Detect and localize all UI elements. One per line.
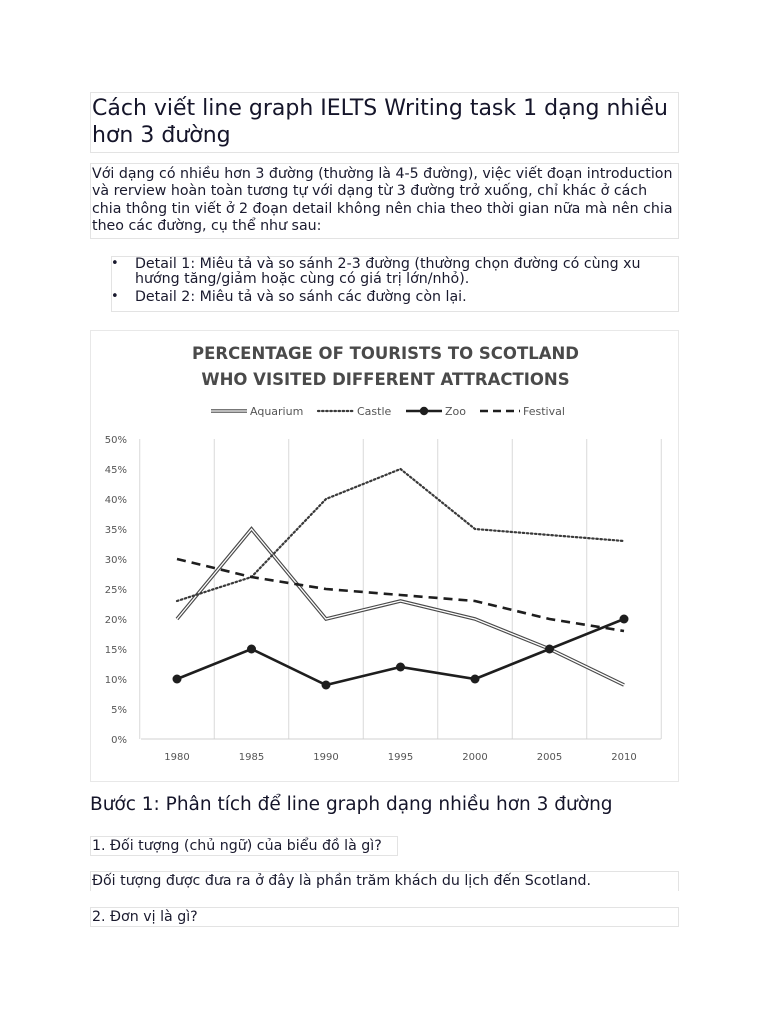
series-zoo-point xyxy=(471,675,480,684)
series-zoo-point xyxy=(173,675,182,684)
x-tick-label: 2000 xyxy=(462,752,488,763)
chart-title-line-1: PERCENTAGE OF TOURISTS TO SCOTLAND xyxy=(192,344,579,363)
page-title: Cách viết line graph IELTS Writing task 1 dạng nhiều hơn 3 đường xyxy=(92,96,668,148)
bullet-list xyxy=(112,257,678,305)
series-castle-line xyxy=(177,469,624,601)
x-tick-label: 2010 xyxy=(611,752,637,763)
list-item xyxy=(112,257,678,286)
x-tick-label: 1985 xyxy=(238,752,265,763)
y-tick-label: 15% xyxy=(104,645,127,656)
bullet-icon: • xyxy=(111,289,119,304)
line-chart xyxy=(91,331,680,783)
y-axis-ticks xyxy=(105,435,127,746)
intro-paragraph: Với dạng có nhiều hơn 3 đường (thường là 4-5 đường), việc viết đoạn introduction và rerview hoàn toàn tương tự với dạng từ 3 đường trở xuống, chỉ khác ở cách chia thông tin viết ở 2 đoạn detail không nên chia theo thời gian nữa mà nên chia theo các đường, cụ thể như sau: xyxy=(92,166,673,235)
chart-image xyxy=(90,330,679,782)
y-tick-label: 30% xyxy=(104,555,127,566)
x-tick-label: 1990 xyxy=(313,752,339,763)
series-festival-line xyxy=(177,559,624,631)
list-item xyxy=(112,290,678,305)
y-tick-label: 50% xyxy=(104,435,127,446)
x-axis-ticks xyxy=(164,752,636,763)
list-item-text: Detail 1: Miêu tả và so sánh 2-3 đường (thường chọn đường có cùng xu hướng tăng/giảm hoặc cùng có giá trị lớn/nhỏ). xyxy=(135,256,641,287)
x-tick-label: 2005 xyxy=(536,752,563,763)
legend-festival-label: Festival xyxy=(523,405,565,418)
y-tick-label: 0% xyxy=(111,735,127,746)
y-tick-label: 10% xyxy=(104,675,127,686)
question-1: 1. Đối tượng (chủ ngữ) của biểu đồ là gì? xyxy=(90,836,398,856)
y-tick-label: 40% xyxy=(104,495,127,506)
chart-legend xyxy=(211,405,565,418)
title-box xyxy=(90,92,679,153)
series-zoo-point xyxy=(247,645,256,654)
y-tick-label: 5% xyxy=(111,705,127,716)
series-zoo-point xyxy=(396,663,405,672)
answer-1: Đối tượng được đưa ra ở đây là phần trăm khách du lịch đến Scotland. xyxy=(90,871,679,891)
chart-series xyxy=(173,469,629,690)
y-tick-label: 45% xyxy=(104,465,127,476)
legend-castle-label: Castle xyxy=(357,405,392,418)
y-tick-label: 25% xyxy=(104,585,127,596)
chart-grid xyxy=(140,439,662,739)
series-zoo-point xyxy=(322,681,331,690)
legend-zoo-marker xyxy=(420,407,428,415)
step-heading: Bước 1: Phân tích để line graph dạng nhiều hơn 3 đường xyxy=(90,794,613,815)
y-tick-label: 35% xyxy=(104,525,127,536)
list-item-text: Detail 2: Miêu tả và so sánh các đường còn lại. xyxy=(135,289,467,305)
x-tick-label: 1995 xyxy=(387,752,414,763)
chart-title-line-2: WHO VISITED DIFFERENT ATTRACTIONS xyxy=(201,370,570,389)
bullet-icon: • xyxy=(111,256,119,271)
series-aquarium-line xyxy=(177,529,624,685)
series-zoo-point xyxy=(545,645,554,654)
legend-aquarium-label: Aquarium xyxy=(250,405,304,418)
legend-zoo-label: Zoo xyxy=(445,405,466,418)
series-zoo-point xyxy=(620,615,629,624)
x-tick-label: 1980 xyxy=(164,752,190,763)
y-tick-label: 20% xyxy=(104,615,127,626)
question-2-text: 2. Đơn vị là gì? xyxy=(92,909,198,925)
question-2 xyxy=(90,907,679,927)
intro-box xyxy=(90,163,679,239)
bullet-list-box xyxy=(111,256,679,312)
series-aquarium-line-inner xyxy=(177,529,624,685)
